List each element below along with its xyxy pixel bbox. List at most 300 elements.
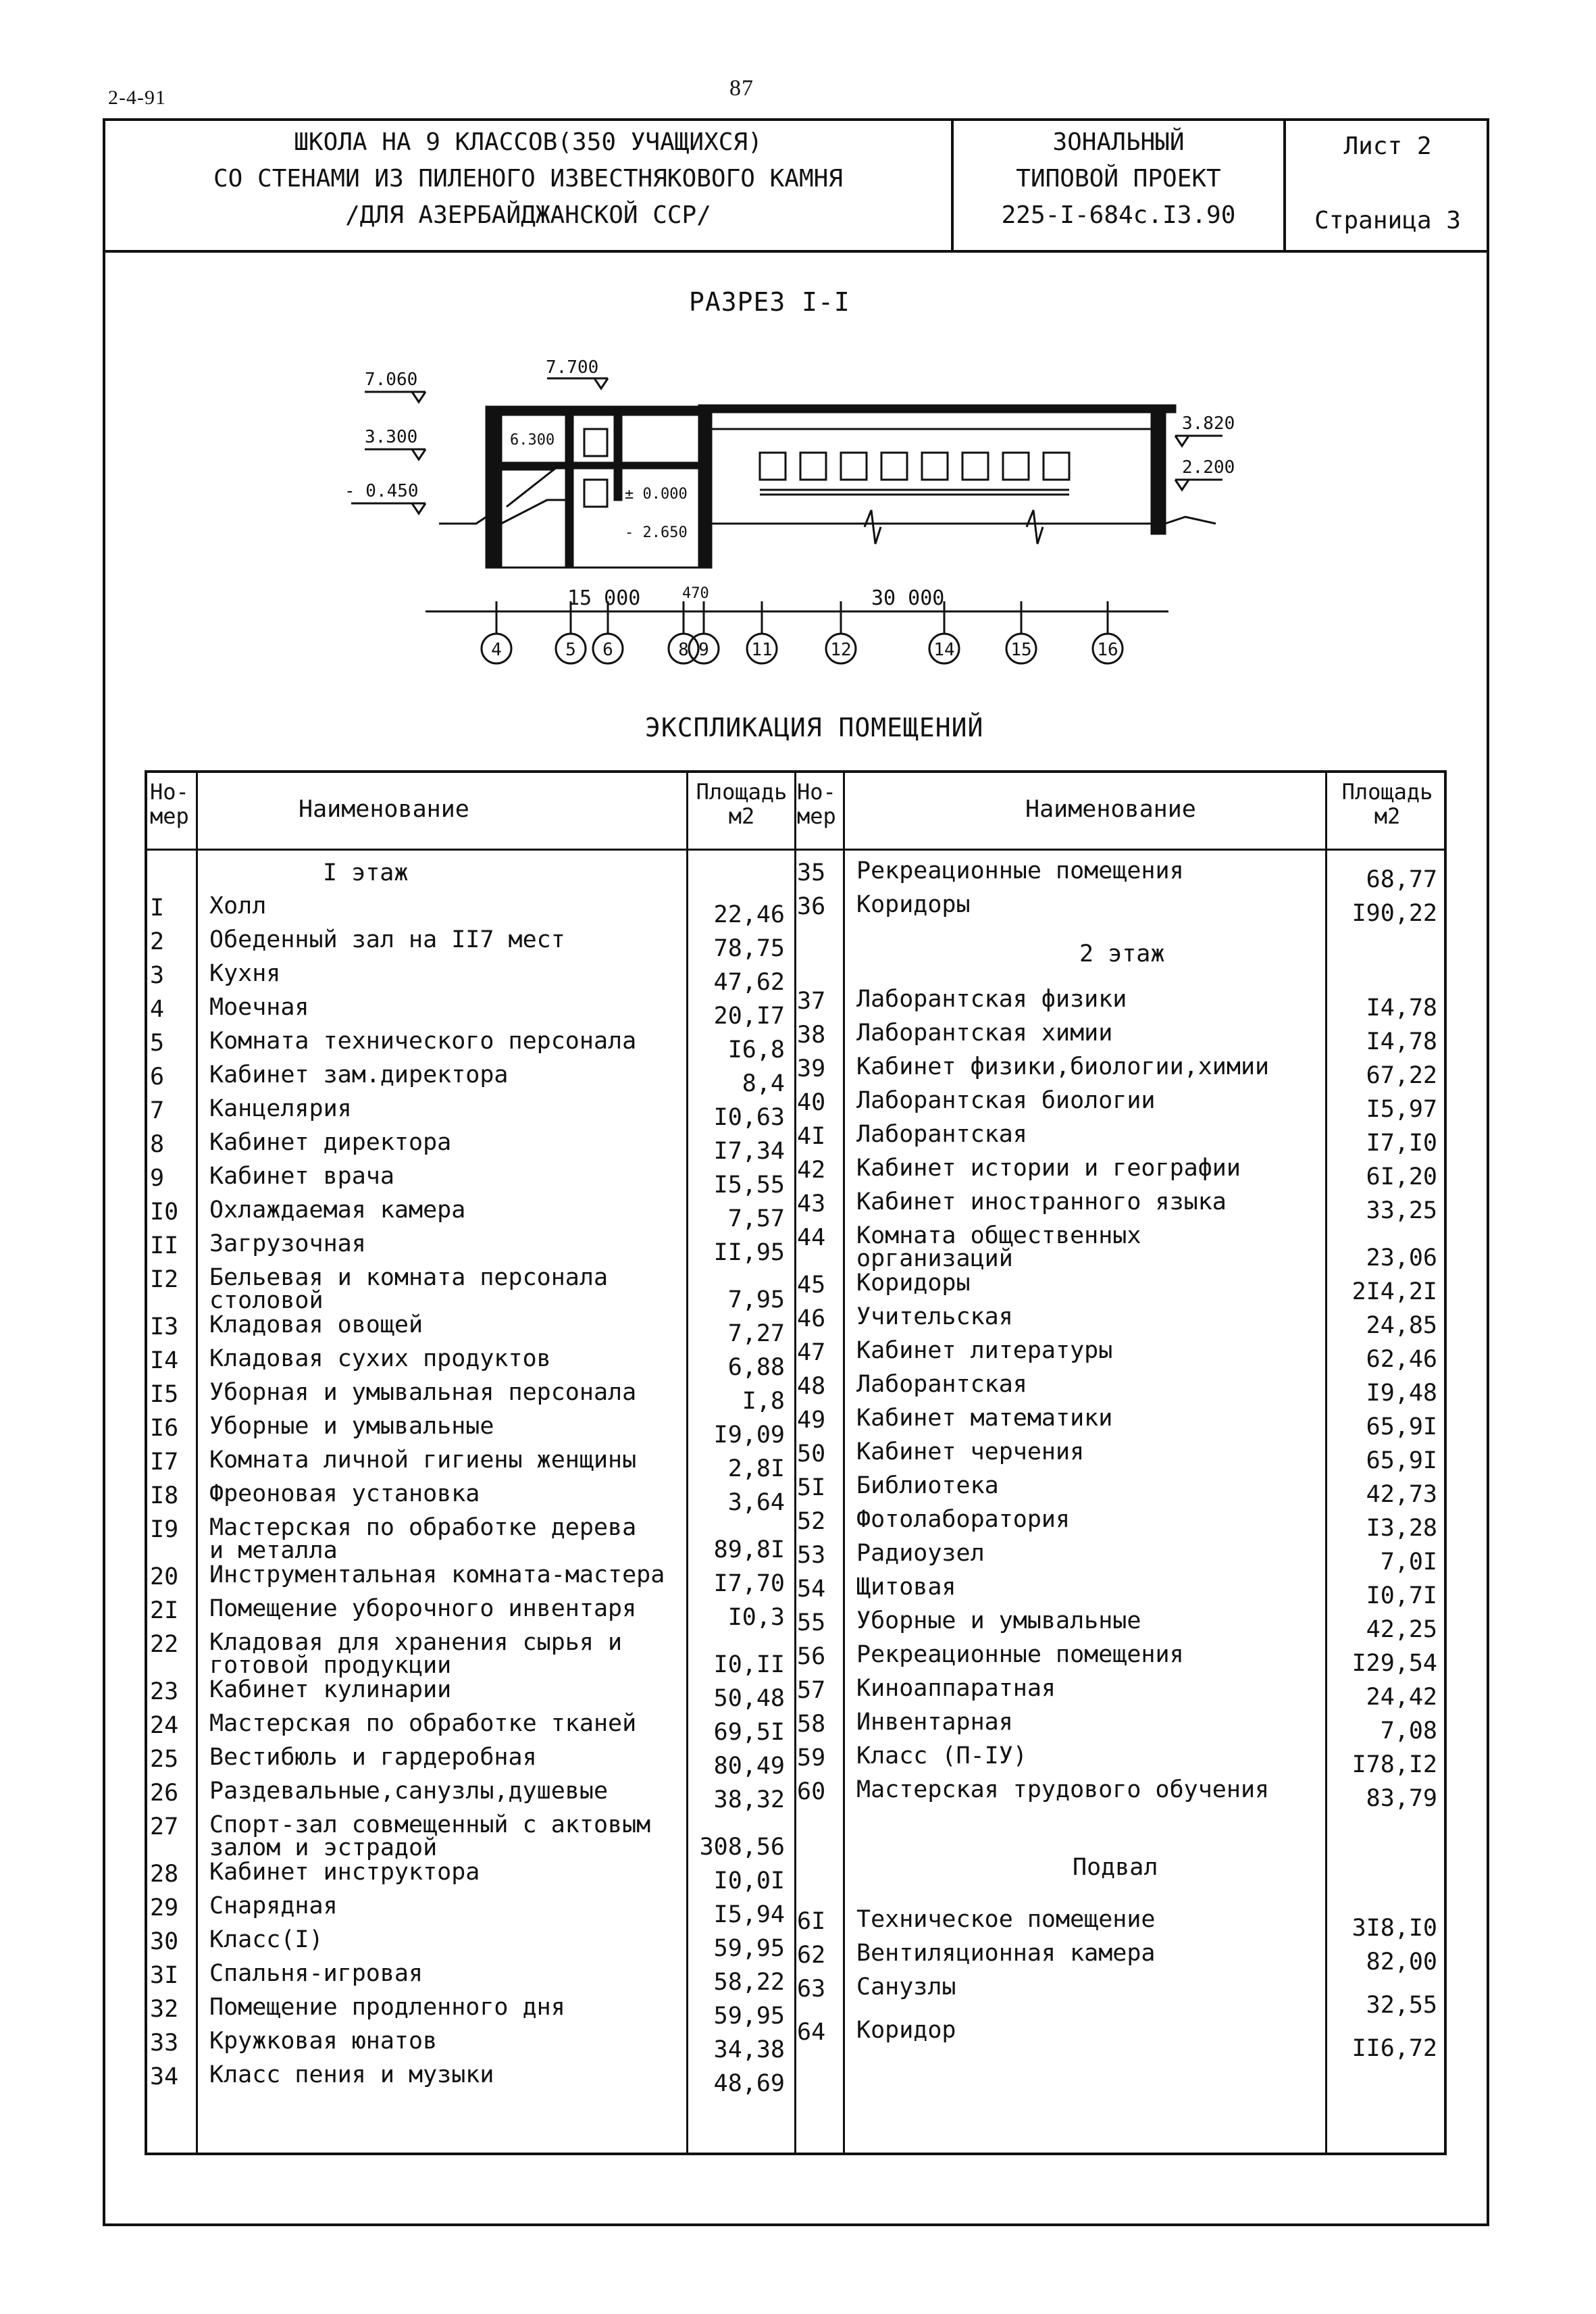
room-name-line: Бельевая и комната персонала: [209, 1264, 609, 1291]
level-minus-0450: - 0.450: [344, 481, 419, 501]
room-name: [209, 1597, 636, 1620]
room-number: 3: [150, 962, 165, 989]
room-number: 30: [150, 1928, 179, 1955]
room-name-line: Техническое помещение: [856, 1906, 1156, 1933]
room-name-line: Помещение продленного дня: [209, 1994, 565, 2021]
ground-line: [439, 517, 486, 524]
table-row: [794, 1022, 1447, 1055]
floor-1-heading: I этаж: [323, 859, 409, 886]
room-area: I5,55: [713, 1172, 785, 1199]
header-num-left: [150, 780, 189, 828]
table-row: [794, 1677, 1447, 1711]
basement-heading: Подвал: [1073, 1854, 1158, 1881]
room-name: [856, 1407, 1112, 1430]
room-name-line: Уборная и умывальная персонала: [209, 1379, 637, 1406]
window-row-2: [800, 453, 826, 480]
room-number: 5I: [797, 1474, 826, 1501]
table-row: [794, 2019, 1447, 2062]
room-name: [856, 1157, 1241, 1180]
axis-label-9: 9: [698, 640, 709, 660]
room-number: 38: [797, 1022, 826, 1049]
room-number: 53: [797, 1542, 826, 1569]
window-row-3: [841, 453, 867, 480]
table-row: [794, 1609, 1447, 1643]
header-line: [147, 849, 1447, 851]
room-area: I0,II: [713, 1651, 785, 1678]
room-number: 9: [150, 1165, 165, 1192]
axis-label-4: 4: [491, 640, 502, 660]
room-area: I3,28: [1366, 1515, 1437, 1542]
project-type-line-1: ЗОНАЛЬНЫЙ: [1052, 128, 1185, 156]
room-number: 47: [797, 1339, 826, 1366]
room-name-line: Киноаппаратная: [856, 1675, 1056, 1702]
section-geometry: [351, 378, 1222, 663]
table-row: [794, 1373, 1447, 1407]
table-row: [147, 1063, 794, 1097]
room-area: II6,72: [1352, 2035, 1437, 2062]
room-number: 63: [797, 1976, 826, 2003]
room-name-line: Лаборантская биологии: [856, 1087, 1156, 1114]
room-name-line: Комната личной гигиены женщины: [209, 1447, 637, 1474]
room-name-line: Кабинет зам.директора: [209, 1061, 509, 1088]
room-name-line: Кладовая сухих продуктов: [209, 1345, 551, 1372]
room-name: [209, 1996, 565, 2019]
room-name: [856, 1373, 1027, 1396]
room-name: [209, 996, 309, 1019]
header-num-left-1: Но-: [150, 779, 189, 805]
room-number: 24: [150, 1712, 179, 1739]
room-name-line: Кабинет кулинарии: [209, 1676, 452, 1703]
project-code: 225-I-684с.I3.90: [1001, 201, 1236, 229]
axis-label-5: 5: [565, 640, 576, 660]
table-row: [147, 1712, 794, 1746]
table-row: [147, 1199, 794, 1232]
table-row: [147, 1482, 794, 1516]
table-row: [794, 1055, 1447, 1089]
room-number: 49: [797, 1407, 826, 1434]
room-number: 2: [150, 928, 165, 955]
room-name-line: Кружковая юнатов: [209, 2028, 438, 2055]
level-3820: 3.820: [1182, 413, 1235, 434]
table-row: [147, 1516, 794, 1563]
room-area: 308,56: [699, 1834, 785, 1861]
header-num-right-1: Но-: [797, 779, 836, 805]
room-name: [209, 1097, 352, 1120]
table-row: [794, 1123, 1447, 1157]
room-number: 40: [797, 1089, 826, 1116]
section-title: РАЗРЕЗ I-I: [689, 287, 850, 317]
inner-wall-2: [615, 412, 621, 500]
room-number: I6: [150, 1415, 179, 1442]
room-name: [209, 1563, 665, 1586]
room-area: 67,22: [1366, 1062, 1437, 1089]
room-number: 62: [797, 1942, 826, 1969]
room-area: 69,5I: [713, 1719, 785, 1746]
room-area: 7,27: [727, 1320, 785, 1347]
room-number: 46: [797, 1305, 826, 1332]
window-row-1: [760, 453, 786, 480]
room-name: [209, 1861, 480, 1884]
table-row: [147, 1449, 794, 1482]
room-name-line: Спальня-игровая: [209, 1960, 423, 1987]
room-name: [856, 1643, 1184, 1666]
room-name-line: Мастерская по обработке тканей: [209, 1710, 637, 1737]
room-name: [856, 1224, 1141, 1270]
room-number: 28: [150, 1861, 179, 1888]
room-name-line: Учительская: [856, 1303, 1013, 1330]
room-number: 54: [797, 1576, 826, 1603]
dimension-30000: 30 000: [871, 586, 945, 610]
room-area: 3I8,I0: [1352, 1915, 1437, 1942]
room-name-line: Кабинет математики: [856, 1405, 1113, 1432]
room-name-line: Коридоры: [856, 1269, 971, 1297]
room-name: [209, 1894, 338, 1917]
room-name: [209, 1063, 509, 1086]
room-number: 26: [150, 1780, 179, 1807]
table-row: [794, 1778, 1447, 1812]
room-area: I29,54: [1352, 1650, 1437, 1677]
room-name-line: Кабинет черчения: [856, 1438, 1085, 1465]
table-row: [794, 1339, 1447, 1373]
table-row: [147, 1962, 794, 1996]
room-name-line: Лаборантская: [856, 1371, 1027, 1398]
dimension-470: 470: [682, 585, 709, 602]
table-row: [147, 996, 794, 1030]
room-name: [856, 1677, 1056, 1700]
room-name-line: Раздевальные,санузлы,душевые: [209, 1778, 609, 1805]
room-name-line: Кабинет литературы: [856, 1337, 1113, 1364]
header-area-right-1: Площадь: [1341, 779, 1433, 805]
room-name-line: Кабинет врача: [209, 1163, 394, 1190]
room-area: 38,32: [713, 1786, 785, 1813]
room-name: [209, 1712, 636, 1735]
room-name: [209, 1928, 324, 1951]
stamp-code: 2-4-91: [108, 86, 166, 109]
room-name-line: Уборные и умывальные: [209, 1413, 494, 1440]
room-name: [856, 1576, 956, 1599]
room-name: [209, 1516, 636, 1562]
room-name-line: Рекреационные помещения: [856, 1641, 1184, 1668]
room-name-line: Вестибюль и гардеробная: [209, 1744, 537, 1771]
room-name: [856, 1305, 1013, 1328]
level-2200-arrow: [1175, 480, 1189, 490]
room-area: 2I4,2I: [1352, 1278, 1437, 1305]
room-number: 33: [150, 2030, 179, 2057]
window-left-1: [584, 429, 607, 456]
room-name-line: Санузлы: [856, 1973, 956, 2001]
room-name-line: Лаборантская химии: [856, 1020, 1113, 1047]
table-row: [147, 1597, 794, 1631]
table-row: [147, 1928, 794, 1962]
table-row: [794, 859, 1447, 893]
room-area: II,95: [713, 1239, 785, 1266]
level-6300: 6.300: [510, 432, 555, 449]
room-number: 48: [797, 1373, 826, 1400]
table-row: [147, 1030, 794, 1063]
table-row: [794, 1089, 1447, 1123]
table-row: [794, 1407, 1447, 1440]
room-name-line: Кабинет директора: [209, 1129, 452, 1156]
room-name: [856, 1055, 1269, 1078]
room-name-line: Фотолаборатория: [856, 1506, 1071, 1533]
room-name-line: Мастерская по обработке дерева: [209, 1514, 637, 1541]
table-row: [147, 962, 794, 996]
room-area: 7,95: [727, 1286, 785, 1313]
room-area: 24,85: [1366, 1312, 1437, 1339]
room-area: I6,8: [727, 1036, 785, 1063]
table-row: [147, 1996, 794, 2030]
room-name-line: Кабинет иностранного языка: [856, 1188, 1227, 1215]
table-row: [147, 1861, 794, 1894]
room-name: [856, 1474, 999, 1497]
room-area: 48,69: [713, 2070, 785, 2097]
room-name: [856, 1089, 1156, 1112]
header-area-right-2: м2: [1374, 803, 1401, 829]
room-name: [209, 1165, 394, 1188]
table-row: [147, 1678, 794, 1712]
room-number: 44: [797, 1224, 826, 1251]
room-number: II: [150, 1232, 179, 1259]
room-area: I7,70: [713, 1570, 785, 1597]
room-number: 52: [797, 1508, 826, 1535]
room-area: 2,8I: [727, 1455, 785, 1482]
room-area: I9,48: [1366, 1380, 1437, 1407]
room-name: [209, 1449, 636, 1472]
table-row: [794, 1440, 1447, 1474]
room-name: [209, 1232, 366, 1255]
room-area: I0,3: [727, 1604, 785, 1631]
inner-wall-1: [566, 412, 573, 568]
room-number: 32: [150, 1996, 179, 2023]
room-area: 32,55: [1366, 1992, 1437, 2019]
room-name-line: Лаборантская: [856, 1121, 1027, 1148]
room-area: 82,00: [1366, 1948, 1437, 1976]
window-row-4: [881, 453, 907, 480]
right-wall-left-block: [699, 409, 711, 568]
room-name-line: Спорт-зал совмещенный с актовым: [209, 1811, 651, 1838]
room-name: [856, 1744, 1027, 1767]
project-type: [954, 124, 1283, 234]
room-area: 62,46: [1366, 1346, 1437, 1373]
room-name-line: Моечная: [209, 994, 309, 1021]
room-name: [209, 962, 280, 985]
room-area: I4,78: [1366, 995, 1437, 1022]
window-left-2: [584, 480, 607, 507]
room-number: 7: [150, 1097, 165, 1124]
room-number: 8: [150, 1131, 165, 1158]
table-row: [794, 1157, 1447, 1190]
room-name: [209, 1199, 465, 1222]
room-area: 68,77: [1366, 866, 1437, 893]
table-row: [794, 1942, 1447, 1976]
window-row-8: [1044, 453, 1069, 480]
axis-label-8: 8: [678, 640, 689, 660]
table-row: [794, 988, 1447, 1022]
room-number: 27: [150, 1813, 179, 1840]
room-name-line: Кабинет истории и географии: [856, 1155, 1241, 1182]
room-name-line: Кладовая для хранения сырья и: [209, 1629, 623, 1656]
table-row: [794, 1305, 1447, 1339]
room-name-line: Щитовая: [856, 1574, 956, 1601]
room-number: 4: [150, 996, 165, 1023]
room-name: [856, 988, 1127, 1011]
room-number: I9: [150, 1516, 179, 1543]
room-name: [209, 928, 565, 951]
room-name-line: Канцелярия: [209, 1095, 352, 1122]
table-row: [794, 1744, 1447, 1778]
room-number: I3: [150, 1313, 179, 1340]
page-label: Страница 3: [1314, 207, 1461, 234]
room-number: 20: [150, 1563, 179, 1590]
room-number: 57: [797, 1677, 826, 1704]
floor-2-heading: 2 этаж: [1079, 940, 1165, 967]
table-row: [794, 1973, 1447, 2019]
room-name: [209, 1631, 622, 1677]
table-row: [147, 1347, 794, 1381]
header-num-right-2: мер: [797, 803, 836, 829]
room-name-line: Инструментальная комната-мастера: [209, 1561, 665, 1588]
room-name-line: Класс пения и музыки: [209, 2061, 494, 2088]
room-name: [856, 1123, 1027, 1146]
project-title: [105, 124, 951, 234]
table-row: [794, 1542, 1447, 1576]
level-3820-arrow: [1175, 436, 1189, 446]
room-name-line: Кухня: [209, 960, 281, 987]
room-number: I7: [150, 1449, 179, 1476]
room-number: I0: [150, 1199, 179, 1226]
room-area: 8,4: [742, 1070, 785, 1097]
room-name-line: Уборные и умывальные: [856, 1607, 1141, 1634]
room-name: [856, 1339, 1112, 1362]
room-name-line-2: залом и эстрадой: [209, 1834, 438, 1861]
axis-label-12: 12: [830, 640, 852, 660]
room-area: 22,46: [713, 901, 785, 928]
level-7060: 7.060: [365, 370, 418, 390]
left-block-outline: [486, 412, 501, 568]
break-mark: [865, 510, 881, 544]
room-name: [209, 1030, 636, 1053]
table-row: [147, 1631, 794, 1678]
table-row: [794, 1576, 1447, 1609]
table-row: [794, 1643, 1447, 1677]
window-row-7: [1003, 453, 1029, 480]
room-name: [856, 1508, 1070, 1531]
level-3300: 3.300: [365, 427, 418, 447]
room-area: 42,25: [1366, 1616, 1437, 1643]
room-name-line: Комната общественных: [856, 1222, 1141, 1249]
room-name: [209, 2030, 437, 2053]
section-drawing: [324, 345, 1270, 696]
room-number: 39: [797, 1055, 826, 1082]
room-area: I0,7I: [1366, 1582, 1437, 1609]
room-name: [856, 1440, 1084, 1463]
room-area: 42,73: [1366, 1481, 1437, 1508]
room-name-line: Кладовая овощей: [209, 1311, 423, 1338]
room-name: [856, 2019, 956, 2042]
room-area: 3,64: [727, 1489, 785, 1516]
header-area-right: [1328, 780, 1447, 828]
room-area: I0,63: [713, 1104, 785, 1131]
table-row: [147, 1097, 794, 1131]
level-0000: ± 0.000: [625, 486, 688, 503]
header-num-right: [797, 780, 836, 828]
room-area: I,8: [742, 1388, 785, 1415]
room-name-line: Библиотека: [856, 1472, 999, 1499]
room-name-line-2: организаций: [856, 1245, 1013, 1272]
room-area: 59,95: [713, 1935, 785, 1962]
room-number: 6I: [797, 1908, 826, 1935]
level-7060-arrow: [412, 392, 426, 402]
room-number: 60: [797, 1778, 826, 1805]
axis-label-16: 16: [1097, 640, 1118, 660]
room-area: 65,9I: [1366, 1413, 1437, 1440]
room-name: [209, 1962, 423, 1985]
table-row: [147, 1894, 794, 1928]
axis-label-15: 15: [1010, 640, 1032, 660]
room-name-line: Кабинет физики,биологии,химии: [856, 1053, 1270, 1080]
level-0450-arrow: [412, 503, 426, 513]
axis-label-11: 11: [751, 640, 773, 660]
room-number: I2: [150, 1266, 179, 1293]
project-title-line-3: /ДЛЯ АЗЕРБАЙДЖАНСКОЙ ССР/: [345, 201, 711, 229]
room-area: 65,9I: [1366, 1447, 1437, 1474]
room-area: 33,25: [1366, 1197, 1437, 1224]
table-row: [147, 2063, 794, 2097]
table-row: [794, 1908, 1447, 1942]
room-area: 47,62: [713, 969, 785, 996]
ground-line-right: [1165, 517, 1216, 524]
room-name: [856, 1022, 1112, 1045]
table-row: [147, 1415, 794, 1449]
room-number: 22: [150, 1631, 179, 1658]
room-number: 35: [797, 859, 826, 886]
table-row: [147, 2030, 794, 2063]
table-row: [147, 1131, 794, 1165]
room-number: I5: [150, 1381, 179, 1408]
room-name-line: Коридор: [856, 2017, 956, 2044]
room-number: 55: [797, 1609, 826, 1636]
room-name-line: Загрузочная: [209, 1230, 366, 1257]
right-block-roof: [699, 405, 1175, 412]
room-area: I5,97: [1366, 1096, 1437, 1123]
explication-table: [145, 770, 1447, 2155]
room-number: 43: [797, 1190, 826, 1217]
room-name-line: Охлаждаемая камера: [209, 1197, 466, 1224]
room-number: 37: [797, 988, 826, 1015]
sheet-number: Лист 2: [1343, 132, 1432, 160]
room-name-line-2: готовой продукции: [209, 1652, 452, 1679]
room-number: 23: [150, 1678, 179, 1705]
room-area: 34,38: [713, 2036, 785, 2063]
room-number: 34: [150, 2063, 179, 2090]
table-row: [794, 893, 1447, 927]
room-name-line: Помещение уборочного инвентаря: [209, 1595, 637, 1622]
header-num-left-2: мер: [150, 803, 189, 829]
project-title-line-1: ШКОЛА НА 9 КЛАССОВ(350 УЧАЩИХСЯ): [294, 128, 763, 156]
room-area: 23,06: [1366, 1244, 1437, 1272]
room-name: [209, 1746, 537, 1769]
break-mark-2: [1027, 510, 1043, 544]
project-type-line-2: ТИПОВОЙ ПРОЕКТ: [1016, 165, 1221, 193]
room-name-line: Мастерская трудового обучения: [856, 1776, 1270, 1803]
window-row-5: [922, 453, 948, 480]
room-area: 50,48: [713, 1685, 785, 1712]
room-area: 59,95: [713, 2003, 785, 2030]
room-number: 58: [797, 1711, 826, 1738]
room-name: [209, 1266, 608, 1312]
room-area: I90,22: [1352, 900, 1437, 927]
left-block-roof: [486, 407, 711, 415]
